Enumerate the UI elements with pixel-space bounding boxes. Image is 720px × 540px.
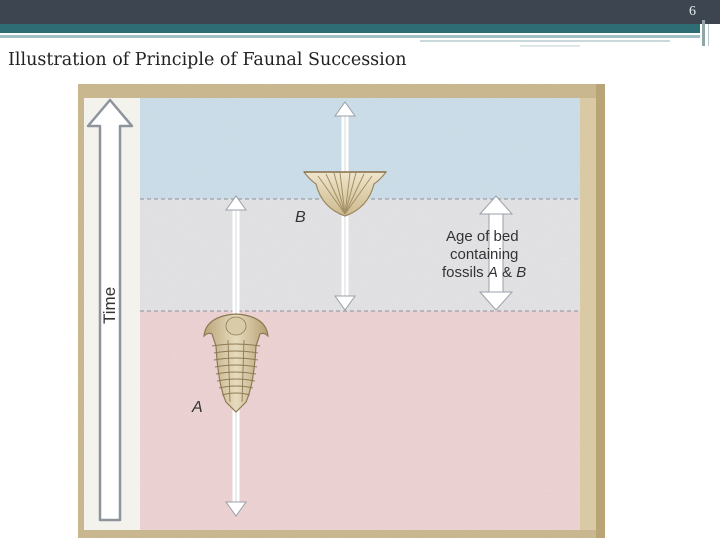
header-rule (0, 35, 700, 38)
header-rule-secondary (420, 40, 670, 42)
time-axis-label: Time (100, 286, 119, 324)
age-label-fossils: fossils (442, 264, 488, 281)
header-corner-bar-thin (708, 24, 709, 46)
age-label-line1: Age of bed (446, 228, 519, 245)
fossil-b-label: B (295, 209, 306, 226)
age-label-b: B (516, 264, 527, 281)
age-label-a: A (487, 264, 498, 281)
header-band (0, 0, 720, 24)
slide-title: Illustration of Principle of Faunal Succession (8, 50, 407, 70)
header-rule-tertiary (520, 45, 580, 47)
age-label-line2: containing (450, 246, 519, 263)
faunal-succession-diagram (78, 84, 605, 538)
slide-number: 6 (689, 4, 696, 19)
age-label-amp: & (497, 264, 517, 281)
age-label-line3 (442, 264, 526, 281)
header-accent-band (0, 24, 700, 33)
age-of-bed-label (442, 228, 526, 281)
header-corner-bar (702, 20, 705, 46)
fossil-a-label: A (192, 399, 203, 416)
